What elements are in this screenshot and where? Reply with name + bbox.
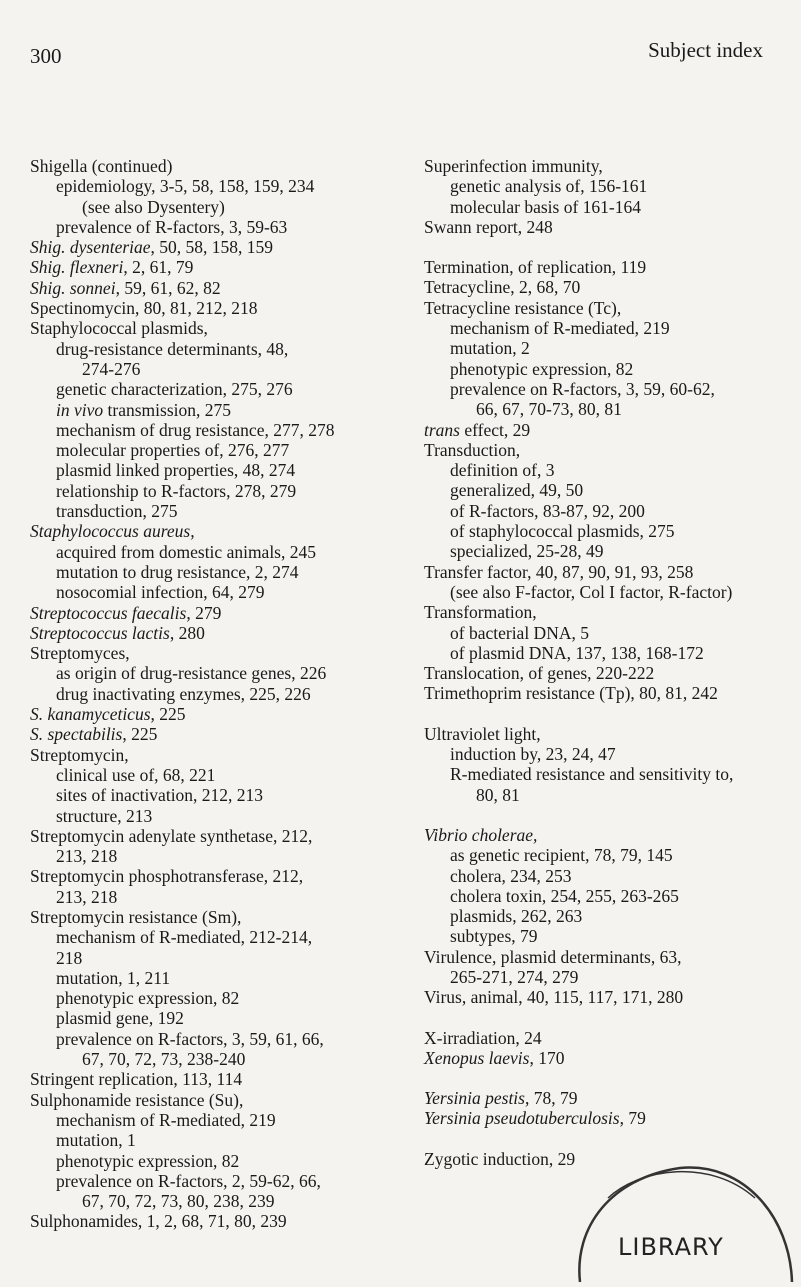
- index-entry-text: S. spectabilis: [30, 724, 123, 745]
- index-entry-text: Translocation, of genes, 220-222: [424, 663, 655, 684]
- index-entry-text: cholera toxin, 254, 255, 263-265: [450, 885, 679, 906]
- index-entry-text: mechanism of drug resistance, 277, 278: [56, 419, 335, 440]
- index-entry-text: prevalence on R-factors, 3, 59, 61, 66,: [56, 1028, 324, 1049]
- index-entry: [30, 785, 410, 805]
- index-entry: [30, 887, 410, 907]
- index-entry-text: trans: [424, 419, 460, 440]
- index-entry-text: 213, 218: [56, 846, 118, 867]
- index-entry-text: 274-276: [82, 358, 141, 379]
- page-number: 300: [30, 44, 62, 68]
- index-entry-text: Streptomycin,: [30, 744, 129, 765]
- index-entry: [424, 1048, 794, 1068]
- index-entry: [30, 1151, 410, 1171]
- index-entry-text: as genetic recipient, 78, 79, 145: [450, 845, 673, 866]
- index-entry-text: , 225: [122, 724, 158, 745]
- index-entry-text: Swann report, 248: [424, 216, 553, 237]
- index-entry: [30, 278, 410, 298]
- index-entry-text: (see also Dysentery): [82, 196, 225, 217]
- index-entry: [424, 724, 794, 744]
- index-entry-text: molecular basis of 161-164: [450, 196, 641, 217]
- library-stamp-outline: [570, 1158, 800, 1282]
- index-entry: [424, 338, 794, 358]
- index-entry: [424, 1088, 794, 1108]
- index-entry-text: Streptomycin adenylate synthetase, 212,: [30, 825, 313, 846]
- index-entry-text: Sulphonamides, 1, 2, 68, 71, 80, 239: [30, 1211, 287, 1232]
- index-entry-text: phenotypic expression, 82: [56, 1150, 240, 1171]
- index-entry: [30, 298, 410, 318]
- entry-gap: [424, 237, 794, 257]
- index-entry-text: Ultraviolet light,: [424, 723, 541, 744]
- running-head: Subject index: [648, 38, 763, 62]
- entry-gap: [424, 1008, 794, 1028]
- index-entry-text: 67, 70, 72, 73, 80, 238, 239: [82, 1191, 275, 1212]
- index-entry: [30, 1211, 410, 1231]
- index-entry-text: Shig. flexneri: [30, 257, 124, 278]
- index-entry-text: Virus, animal, 40, 115, 117, 171, 280: [424, 987, 684, 1008]
- index-entry: [30, 927, 410, 947]
- index-entry-text: Transduction,: [424, 439, 521, 460]
- index-entry: [424, 420, 794, 440]
- index-entry-text: transmission, 275: [103, 399, 231, 420]
- index-entry: [30, 1029, 410, 1049]
- index-entry-text: , 279: [186, 602, 222, 623]
- index-entry: [424, 1028, 794, 1048]
- index-entry-text: Streptococcus lactis: [30, 622, 170, 643]
- index-entry: [424, 399, 794, 419]
- entry-gap: [424, 805, 794, 825]
- index-entry: [424, 257, 794, 277]
- index-entry-text: S. kanamyceticus: [30, 704, 151, 725]
- index-entry-text: phenotypic expression, 82: [56, 988, 240, 1009]
- index-entry-text: mechanism of R-mediated, 219: [56, 1109, 276, 1130]
- index-entry: [30, 1110, 410, 1130]
- index-entry: [30, 481, 410, 501]
- index-entry-text: Transfer factor, 40, 87, 90, 91, 93, 258: [424, 561, 694, 582]
- index-entry: [424, 825, 794, 845]
- index-entry-text: Stringent replication, 113, 114: [30, 1069, 243, 1090]
- index-entry: [30, 1049, 410, 1069]
- index-entry: [424, 764, 794, 784]
- index-entry: [30, 724, 410, 744]
- index-entry-text: phenotypic expression, 82: [450, 358, 634, 379]
- index-entry-text: transduction, 275: [56, 501, 178, 522]
- index-entry: [424, 359, 794, 379]
- index-entry: [424, 562, 794, 582]
- index-entry-text: Staphylococcal plasmids,: [30, 318, 208, 339]
- index-entry-text: Shig. sonnei: [30, 277, 116, 298]
- index-entry: [424, 744, 794, 764]
- index-entry-text: drug inactivating enzymes, 225, 226: [56, 683, 311, 704]
- index-entry: [30, 907, 410, 927]
- index-entry: [424, 298, 794, 318]
- index-entry-text: Virulence, plasmid determinants, 63,: [424, 946, 682, 967]
- index-entry-text: Streptomycin phosphotransferase, 212,: [30, 866, 304, 887]
- index-entry: [30, 542, 410, 562]
- index-entry-text: , 59, 61, 62, 82: [115, 277, 221, 298]
- index-entry: [30, 684, 410, 704]
- index-entry-text: induction by, 23, 24, 47: [450, 744, 616, 765]
- index-entry-text: Sulphonamide resistance (Su),: [30, 1089, 244, 1110]
- index-entry: [30, 623, 410, 643]
- index-entry-text: mutation, 1: [56, 1130, 136, 1151]
- index-entry-text: 67, 70, 72, 73, 238-240: [82, 1049, 246, 1070]
- index-entry: [30, 562, 410, 582]
- index-entry: [424, 683, 794, 703]
- index-entry-text: Yersinia pseudotuberculosis: [424, 1108, 620, 1129]
- index-entry: [424, 197, 794, 217]
- index-entry: [424, 785, 794, 805]
- index-entry-text: sites of inactivation, 212, 213: [56, 785, 264, 806]
- index-entry-text: as origin of drug-resistance genes, 226: [56, 663, 327, 684]
- entry-gap: [424, 704, 794, 724]
- index-entry-text: prevalence on R-factors, 3, 59, 60-62,: [450, 378, 715, 399]
- index-entry-text: mechanism of R-mediated, 212-214,: [56, 927, 313, 948]
- index-entry-text: Vibrio cholerae,: [424, 824, 538, 845]
- index-entry: [30, 1171, 410, 1191]
- index-entry-text: (see also F-factor, Col I factor, R-factor): [450, 581, 733, 602]
- index-entry: [30, 217, 410, 237]
- index-entry-text: effect, 29: [459, 419, 531, 440]
- index-entry-text: Streptomyces,: [30, 643, 130, 664]
- index-entry-text: Streptococcus faecalis: [30, 602, 187, 623]
- index-entry: [30, 866, 410, 886]
- index-entry-text: specialized, 25-28, 49: [450, 541, 604, 562]
- index-entry: [424, 663, 794, 683]
- index-entry-text: nosocomial infection, 64, 279: [56, 582, 265, 603]
- index-entry: [30, 704, 410, 724]
- index-entry-text: clinical use of, 68, 221: [56, 764, 216, 785]
- index-entry: [30, 237, 410, 257]
- index-entry: [30, 1008, 410, 1028]
- index-entry: [30, 826, 410, 846]
- index-entry-text: Xenopus laevis: [424, 1047, 530, 1068]
- index-entry-text: Superinfection immunity,: [424, 156, 603, 176]
- index-entry-text: Yersinia pestis: [424, 1088, 525, 1109]
- index-entry-text: epidemiology, 3-5, 58, 158, 159, 234: [56, 176, 315, 197]
- index-entry-text: mutation to drug resistance, 2, 274: [56, 561, 299, 582]
- index-entry-text: 218: [56, 947, 83, 968]
- index-entry-text: acquired from domestic animals, 245: [56, 541, 316, 562]
- index-entry-text: prevalence of R-factors, 3, 59-63: [56, 216, 288, 237]
- index-entry: [424, 318, 794, 338]
- index-entry-text: definition of, 3: [450, 460, 555, 481]
- index-entry-text: 265-271, 274, 279: [450, 966, 579, 987]
- index-entry-text: , 170: [529, 1047, 565, 1068]
- index-entry: [30, 318, 410, 338]
- index-entry: [424, 541, 794, 561]
- index-entry-text: X-irradiation, 24: [424, 1027, 542, 1048]
- index-entry: [30, 197, 410, 217]
- index-entry-text: 66, 67, 70-73, 80, 81: [476, 399, 622, 420]
- index-entry-text: mechanism of R-mediated, 219: [450, 318, 670, 339]
- index-entry: [30, 460, 410, 480]
- index-entry: [30, 603, 410, 623]
- entry-gap: [424, 1068, 794, 1088]
- index-entry-text: plasmid linked properties, 48, 274: [56, 460, 296, 481]
- index-entry-text: , 2, 61, 79: [123, 257, 194, 278]
- index-entry-text: Shig. dysenteriae: [30, 237, 151, 258]
- index-entry: [30, 988, 410, 1008]
- index-entry: [30, 521, 410, 541]
- index-entry: [30, 765, 410, 785]
- index-entry-text: genetic analysis of, 156-161: [450, 176, 648, 197]
- index-entry: [30, 359, 410, 379]
- index-entry: [424, 866, 794, 886]
- library-stamp-text: LIBRARY: [618, 1233, 724, 1261]
- index-entry-text: of plasmid DNA, 137, 138, 168-172: [450, 642, 704, 663]
- index-entry-text: prevalence on R-factors, 2, 59-62, 66,: [56, 1170, 321, 1191]
- index-entry-text: Tetracycline, 2, 68, 70: [424, 277, 581, 298]
- index-entry-text: 80, 81: [476, 784, 520, 805]
- index-entry-text: in vivo: [56, 399, 104, 420]
- index-entry-text: Tetracycline resistance (Tc),: [424, 297, 622, 318]
- index-entry: [424, 480, 794, 500]
- index-entry: [30, 968, 410, 988]
- index-entry: [30, 806, 410, 826]
- index-entry-text: Staphylococcus aureus,: [30, 521, 195, 542]
- index-entry: [424, 623, 794, 643]
- index-entry: [30, 948, 410, 968]
- index-entry: [424, 906, 794, 926]
- index-entry: [30, 339, 410, 359]
- index-entry-text: genetic characterization, 275, 276: [56, 379, 293, 400]
- index-entry-text: drug-resistance determinants, 48,: [56, 338, 289, 359]
- index-entry: [30, 745, 410, 765]
- index-entry: [30, 663, 410, 683]
- index-entry: [30, 1090, 410, 1110]
- index-entry-text: , 79: [619, 1108, 646, 1129]
- index-entry: [424, 217, 794, 237]
- index-entry: [30, 440, 410, 460]
- index-entry: [424, 277, 794, 297]
- index-entry: [424, 987, 794, 1007]
- index-entry: [30, 582, 410, 602]
- index-entry: [30, 1130, 410, 1150]
- index-entry: [424, 379, 794, 399]
- index-entry-text: Termination, of replication, 119: [424, 257, 647, 278]
- index-entry-text: R-mediated resistance and sensitivity to,: [450, 764, 734, 785]
- index-entry-text: Streptomycin resistance (Sm),: [30, 906, 242, 927]
- index-column-right: [424, 156, 794, 1169]
- index-entry-text: cholera, 234, 253: [450, 865, 572, 886]
- index-entry-text: Transformation,: [424, 602, 537, 623]
- index-entry-text: plasmid gene, 192: [56, 1008, 184, 1029]
- library-stamp: [570, 1158, 800, 1282]
- index-entry-text: mutation, 1, 211: [56, 967, 171, 988]
- index-entry-text: Spectinomycin, 80, 81, 212, 218: [30, 298, 258, 319]
- index-entry: [424, 156, 794, 176]
- index-entry: [424, 643, 794, 663]
- index-entry-text: relationship to R-factors, 278, 279: [56, 480, 297, 501]
- index-entry: [424, 886, 794, 906]
- index-entry: [424, 176, 794, 196]
- index-entry-text: molecular properties of, 276, 277: [56, 440, 290, 461]
- index-entry-text: Trimethoprim resistance (Tp), 80, 81, 242: [424, 683, 718, 704]
- index-entry: [424, 947, 794, 967]
- index-entry: [424, 1108, 794, 1128]
- index-entry-text: of R-factors, 83-87, 92, 200: [450, 500, 645, 521]
- index-entry-text: of staphylococcal plasmids, 275: [450, 521, 675, 542]
- index-entry: [30, 379, 410, 399]
- index-entry: [424, 521, 794, 541]
- index-entry-text: , 280: [169, 622, 205, 643]
- index-entry-text: plasmids, 262, 263: [450, 906, 583, 927]
- index-entry: [30, 1191, 410, 1211]
- index-entry: [424, 460, 794, 480]
- index-entry-text: subtypes, 79: [450, 926, 538, 947]
- index-entry: [30, 400, 410, 420]
- index-entry: [30, 176, 410, 196]
- index-entry: [424, 845, 794, 865]
- index-entry: [30, 1069, 410, 1089]
- index-entry: [30, 420, 410, 440]
- index-entry-text: Shigella (continued): [30, 156, 173, 176]
- entry-gap: [424, 1129, 794, 1149]
- index-entry: [424, 967, 794, 987]
- index-entry-text: , 50, 58, 158, 159: [150, 237, 274, 258]
- index-entry-text: of bacterial DNA, 5: [450, 622, 589, 643]
- index-entry: [424, 602, 794, 622]
- index-entry: [30, 846, 410, 866]
- index-entry: [424, 582, 794, 602]
- index-entry: [30, 501, 410, 521]
- index-entry-text: 213, 218: [56, 886, 118, 907]
- index-entry: [424, 501, 794, 521]
- index-entry-text: generalized, 49, 50: [450, 480, 584, 501]
- index-entry-text: mutation, 2: [450, 338, 530, 359]
- index-entry: [30, 257, 410, 277]
- index-entry-text: structure, 213: [56, 805, 153, 826]
- index-entry: [30, 643, 410, 663]
- index-column-left: [30, 156, 410, 1232]
- index-entry: [424, 440, 794, 460]
- index-entry: [424, 926, 794, 946]
- index-entry-text: Zygotic induction, 29: [424, 1148, 576, 1169]
- index-entry-text: , 225: [150, 704, 186, 725]
- index-entry-text: , 78, 79: [524, 1088, 578, 1109]
- index-entry: [30, 156, 410, 176]
